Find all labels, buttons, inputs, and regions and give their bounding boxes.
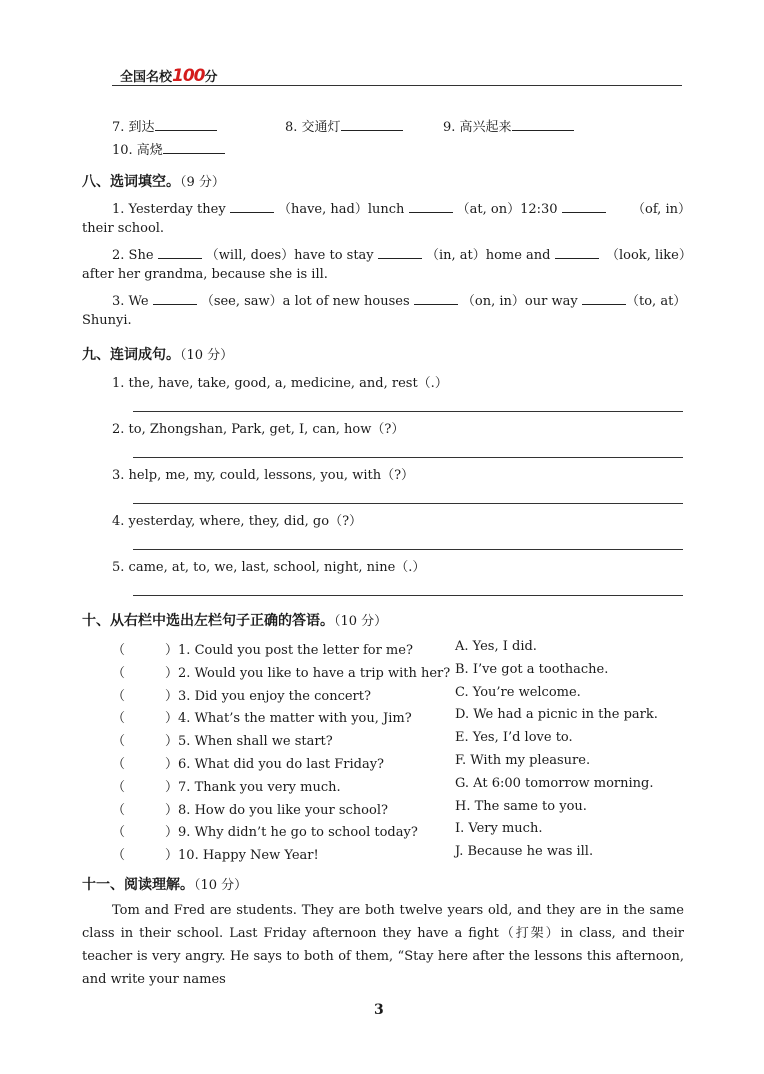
section-9-heading: 九、连词成句。（10 分） xyxy=(82,347,234,363)
answer-paren-close: ） xyxy=(165,848,179,864)
fill-question-1-cont: their school. xyxy=(82,221,165,236)
answer-blank[interactable] xyxy=(163,141,225,154)
fill-question-3: 3. We （see, saw）a lot of new houses （on, in）our way xyxy=(112,290,626,309)
fill-question-1: 1. Yesterday they （have, had）lunch （at, on）12:30 xyxy=(112,198,606,217)
answer-blank[interactable] xyxy=(512,118,574,131)
title-suffix: 分 xyxy=(204,70,218,85)
match-question-text: 2. Would you like to have a trip with her? xyxy=(178,665,451,681)
answer-paren-close: ） xyxy=(165,802,179,818)
answer-blank[interactable] xyxy=(230,200,274,213)
fill-question-2: 2. She （will, does）have to stay （in, at）home and xyxy=(112,244,599,263)
answer-paren-close: ） xyxy=(165,734,179,750)
match-answer-option: D. We had a picnic in the park. xyxy=(455,707,658,723)
match-question-text: 3. Did you enjoy the concert? xyxy=(178,688,371,704)
answer-paren-close: ） xyxy=(165,665,179,681)
answer-line[interactable] xyxy=(133,595,683,596)
answer-paren-open: （ xyxy=(112,825,126,841)
answer-paren-open: （ xyxy=(112,665,126,681)
match-question-row xyxy=(112,776,341,795)
answer-line[interactable] xyxy=(133,411,683,412)
vocab-item-8: 8. 交通灯 xyxy=(285,116,403,135)
answer-paren-open: （ xyxy=(112,734,126,750)
match-question-row xyxy=(112,685,371,704)
match-answer-option: I. Very much. xyxy=(455,821,543,837)
fill-question-3-options: （to, at） xyxy=(626,294,687,309)
answer-blank[interactable] xyxy=(341,118,403,131)
answer-paren-open: （ xyxy=(112,848,126,864)
book-series-title xyxy=(120,66,218,86)
answer-blank[interactable] xyxy=(409,200,453,213)
reorder-item-2: 2. to, Zhongshan, Park, get, I, can, how（?） xyxy=(112,422,405,437)
match-answer-option: A. Yes, I did. xyxy=(455,639,537,654)
answer-blank[interactable] xyxy=(155,118,217,131)
match-question-row xyxy=(112,753,384,772)
header-rule xyxy=(112,85,682,86)
answer-blank[interactable] xyxy=(414,292,458,305)
vocab-item-9: 9. 高兴起来 xyxy=(443,116,574,135)
answer-blank[interactable] xyxy=(555,246,599,259)
match-question-row xyxy=(112,799,388,818)
answer-paren-open: （ xyxy=(112,757,126,772)
fill-question-3-cont: Shunyi. xyxy=(82,313,132,328)
title-prefix: 全国名校 xyxy=(120,70,173,85)
match-question-row xyxy=(112,730,333,749)
fill-question-2-options: （look, like） xyxy=(606,248,692,263)
answer-blank[interactable] xyxy=(582,292,626,305)
reorder-item-1: 1. the, have, take, good, a, medicine, and, rest（.） xyxy=(112,376,448,391)
reorder-item-4: 4. yesterday, where, they, did, go（?） xyxy=(112,514,363,529)
fill-question-1-options: （of, in） xyxy=(632,202,691,217)
match-question-row xyxy=(112,639,413,658)
match-answer-option: H. The same to you. xyxy=(455,798,587,814)
match-answer-option: C. You’re welcome. xyxy=(455,684,581,700)
answer-paren-close: ） xyxy=(165,757,179,772)
answer-blank[interactable] xyxy=(378,246,422,259)
match-question-text: 5. When shall we start? xyxy=(178,734,333,750)
match-answer-option: B. I’ve got a toothache. xyxy=(455,661,609,677)
vocab-item-10: 10. 高烧 xyxy=(112,139,225,158)
fill-question-2-cont: after her grandma, because she is ill. xyxy=(82,267,328,282)
answer-line[interactable] xyxy=(133,457,683,458)
match-answer-option: J. Because he was ill. xyxy=(455,844,594,860)
answer-blank[interactable] xyxy=(158,246,202,259)
answer-line[interactable] xyxy=(133,503,683,504)
match-question-row xyxy=(112,844,319,863)
match-question-row xyxy=(112,707,412,726)
section-10-heading: 十、从右栏中选出左栏句子正确的答语。（10 分） xyxy=(82,613,388,629)
answer-paren-close: ） xyxy=(165,825,179,841)
section-8-heading: 八、选词填空。（9 分） xyxy=(82,174,225,190)
answer-blank[interactable] xyxy=(153,292,197,305)
answer-paren-open: （ xyxy=(112,779,126,795)
match-answer-option: G. At 6:00 tomorrow morning. xyxy=(455,775,654,791)
match-answer-option: E. Yes, I’d love to. xyxy=(455,730,573,746)
match-question-text: 7. Thank you very much. xyxy=(178,779,341,795)
match-question-text: 6. What did you do last Friday? xyxy=(178,757,385,772)
answer-paren-close: ） xyxy=(165,643,179,658)
match-question-row xyxy=(112,662,450,681)
answer-paren-open: （ xyxy=(112,711,126,727)
answer-paren-open: （ xyxy=(112,643,126,658)
match-question-row xyxy=(112,821,418,840)
reading-passage: Tom and Fred are students. They are both twelve years old, and they are in the same class in their school. Last Friday afternoon they have a fight（打架）in class, and their teacher is very angry. He says to both of them, “Stay here after the lessons this afternoon, and write your names xyxy=(82,903,684,987)
match-question-text: 10. Happy New Year! xyxy=(178,848,319,864)
answer-paren-open: （ xyxy=(112,688,126,704)
answer-paren-open: （ xyxy=(112,802,126,818)
match-question-text: 8. How do you like your school? xyxy=(178,802,388,818)
reorder-item-3: 3. help, me, my, could, lessons, you, with（?） xyxy=(112,468,415,483)
answer-line[interactable] xyxy=(133,549,683,550)
match-question-text: 4. What’s the matter with you, Jim? xyxy=(178,711,412,727)
section-11-heading: 十一、阅读理解。（10 分） xyxy=(82,877,248,893)
title-number: 100 xyxy=(172,66,205,86)
reorder-item-5: 5. came, at, to, we, last, school, night, nine（.） xyxy=(112,560,426,575)
answer-paren-close: ） xyxy=(165,711,179,727)
match-answer-option: F. With my pleasure. xyxy=(455,753,591,768)
answer-paren-close: ） xyxy=(165,779,179,795)
answer-paren-close: ） xyxy=(165,688,179,704)
match-question-text: 9. Why didn’t he go to school today? xyxy=(178,825,418,841)
answer-blank[interactable] xyxy=(562,200,606,213)
match-question-text: 1. Could you post the letter for me? xyxy=(178,643,413,658)
vocab-item-7: 7. 到达 xyxy=(112,116,217,135)
page-number: 3 xyxy=(374,1002,384,1018)
